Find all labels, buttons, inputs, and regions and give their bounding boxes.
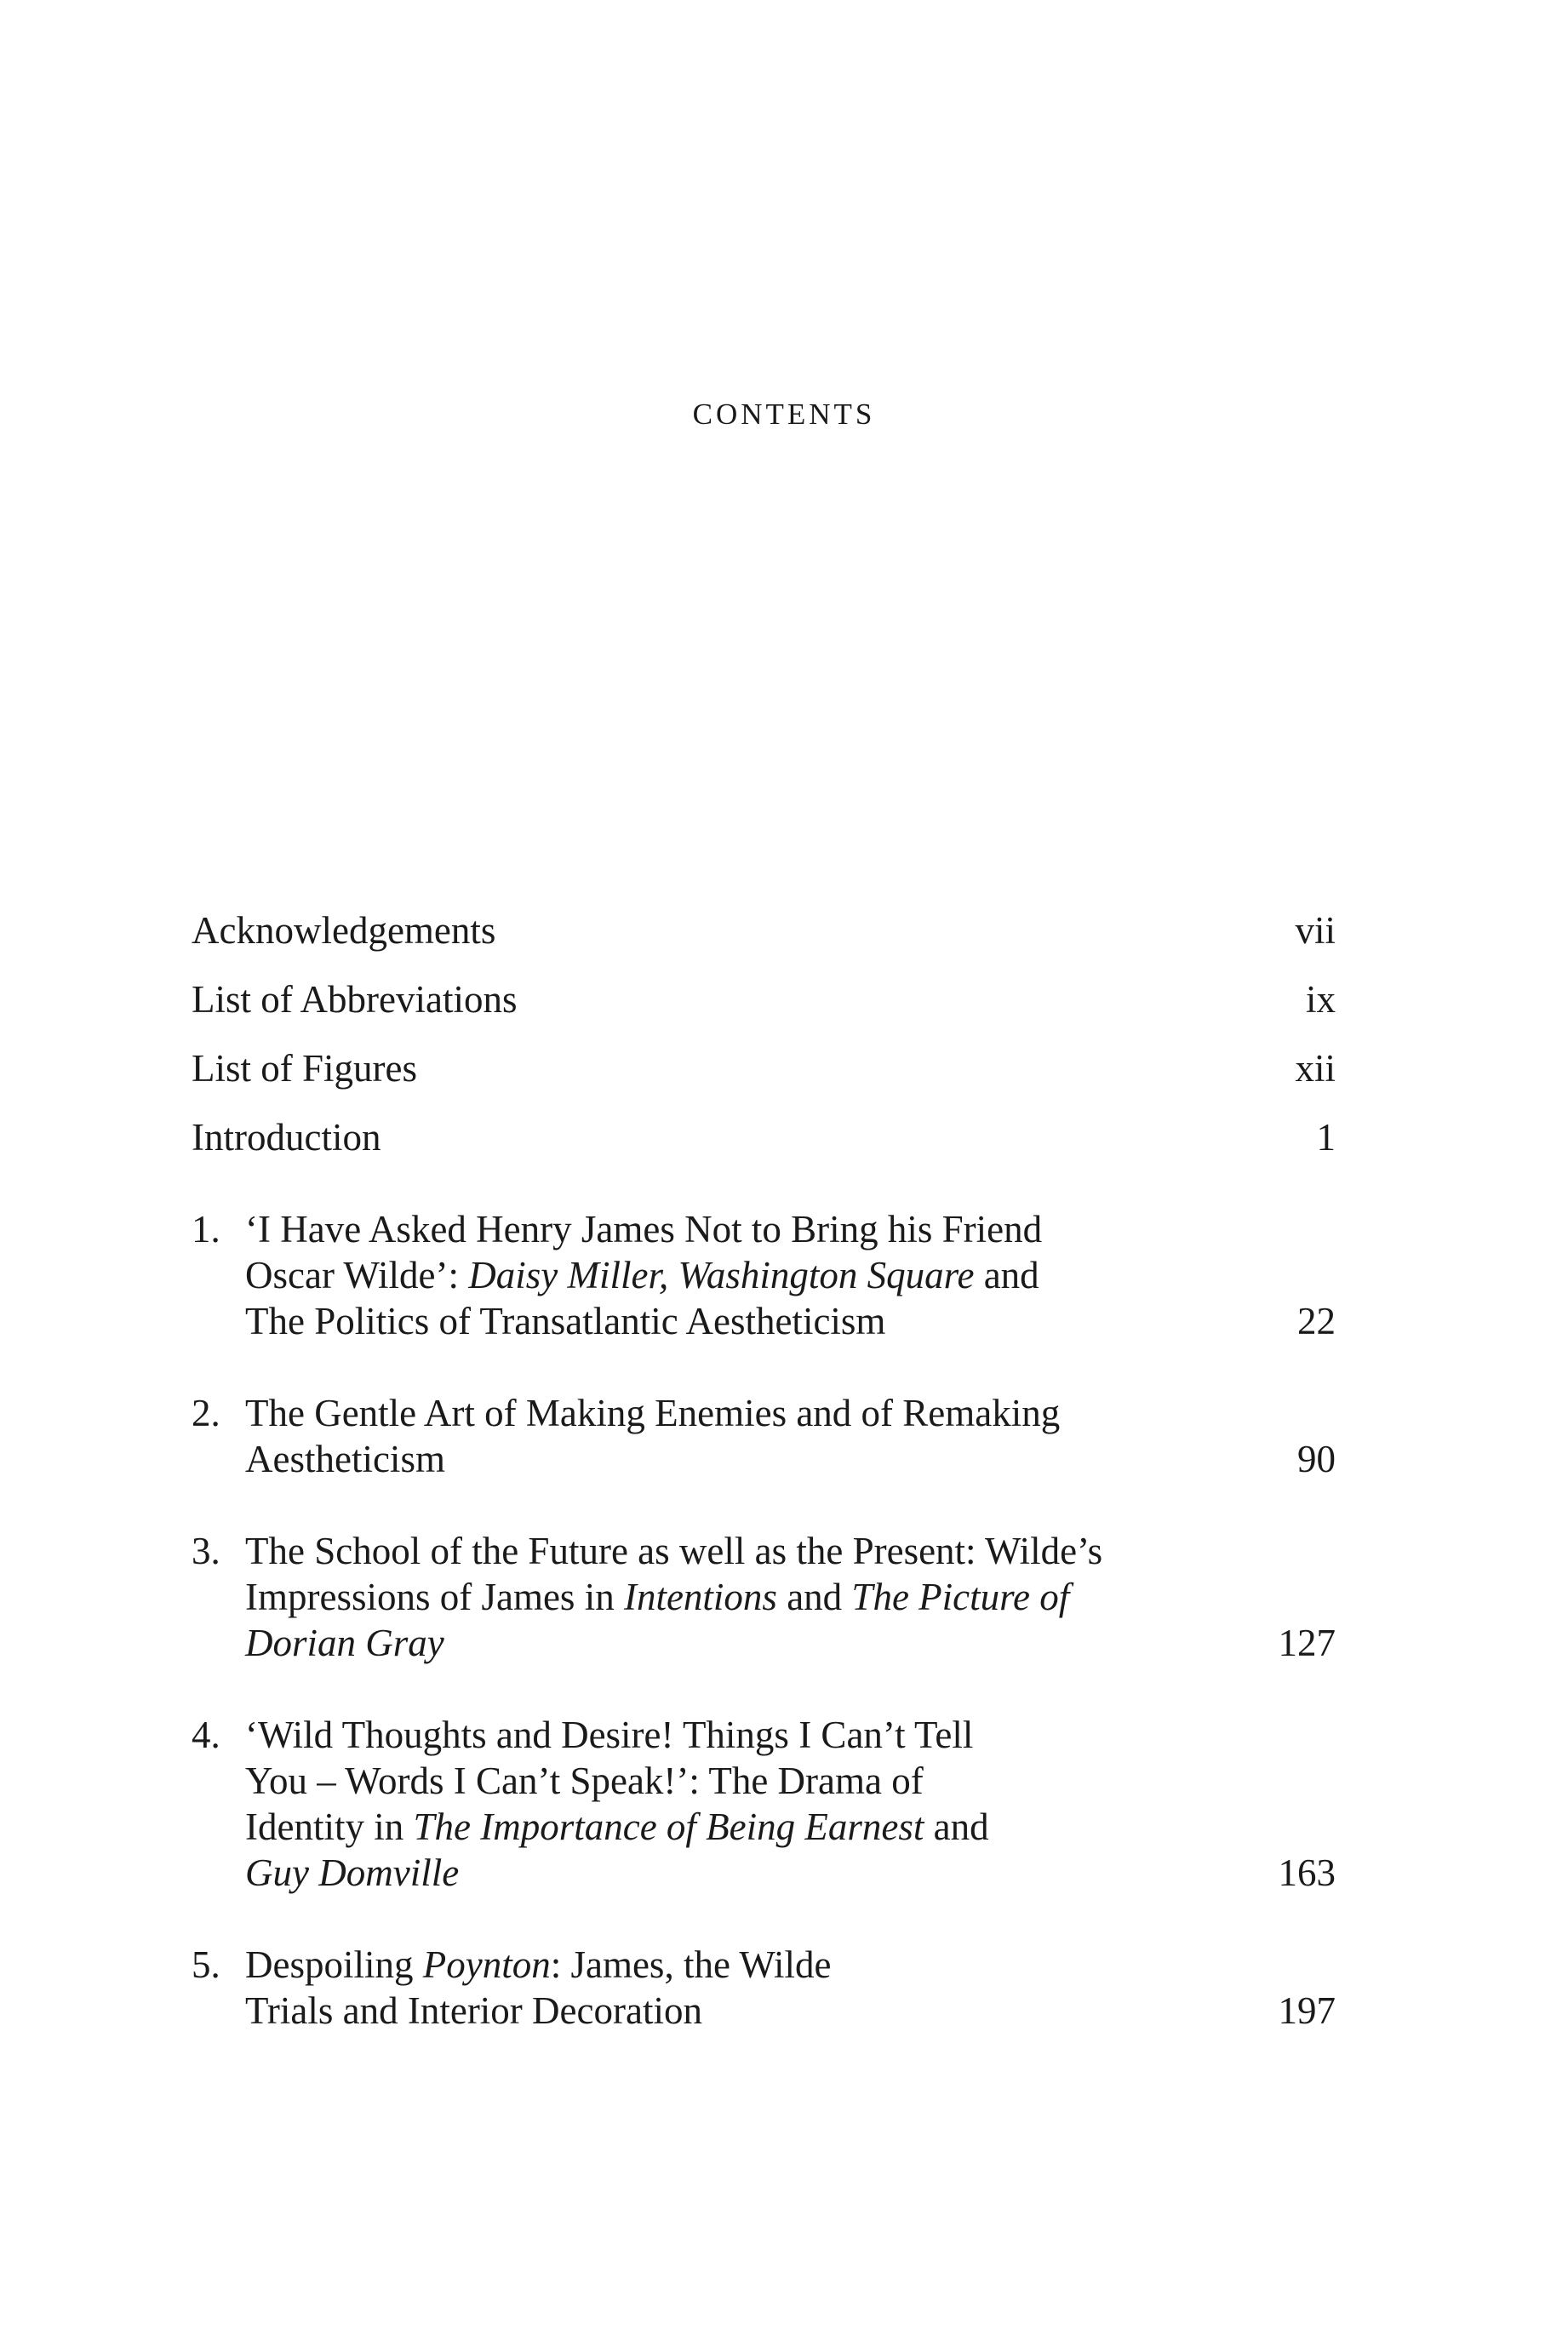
italic-title-text: The Importance of Being Earnest: [413, 1805, 924, 1848]
toc-entry-acknowledgements[interactable]: [192, 907, 1336, 953]
chapter-title-line: [245, 1298, 1207, 1344]
toc-entry-page: xii: [1295, 1047, 1336, 1090]
toc-entry-title: Introduction: [192, 1116, 381, 1159]
toc-entry-abbreviations[interactable]: [192, 976, 1336, 1022]
toc-chapter-3[interactable]: [192, 1528, 1336, 1666]
chapter-page: 127: [1278, 1622, 1336, 1664]
title-text: Trials and Interior Decoration: [245, 1989, 702, 2032]
chapter-title-line: [245, 1528, 1207, 1574]
chapter-heading: [192, 1390, 1207, 1482]
italic-title-text: Dorian Gray: [245, 1622, 444, 1664]
chapter-number: 3.: [192, 1530, 220, 1572]
chapter-page: 197: [1278, 1989, 1336, 2032]
chapter-page: 90: [1297, 1438, 1336, 1480]
toc-entry-introduction[interactable]: [192, 1114, 1336, 1160]
chapter-title: [245, 1528, 1207, 1666]
title-text: Despoiling: [245, 1943, 423, 1986]
chapter-page: 22: [1297, 1300, 1336, 1342]
chapter-number: 5.: [192, 1943, 220, 1986]
toc-chapter-2[interactable]: [192, 1390, 1336, 1482]
title-text: ‘I Have Asked Henry James Not to Bring his Friend: [245, 1208, 1043, 1250]
chapter-title-line: [245, 1252, 1207, 1298]
chapter-title-line: [245, 1712, 1207, 1758]
title-text: and: [924, 1805, 989, 1848]
chapter-heading: [192, 1528, 1207, 1666]
title-text: Identity in: [245, 1805, 414, 1848]
toc-chapter-1[interactable]: [192, 1206, 1336, 1344]
italic-title-text: Poynton: [422, 1943, 551, 1986]
italic-title-text: Intentions: [623, 1576, 777, 1618]
chapter-title: [245, 1206, 1207, 1344]
italic-title-text: Guy Domville: [245, 1851, 460, 1894]
toc-chapter-5[interactable]: [192, 1942, 1336, 2034]
chapter-title-line: [245, 1574, 1207, 1620]
title-text: : James, the Wilde: [550, 1943, 832, 1986]
chapter-title-line: [245, 1758, 1207, 1804]
chapter-heading: [192, 1712, 1207, 1896]
chapter-number: 2.: [192, 1392, 220, 1434]
title-text: Aestheticism: [245, 1438, 445, 1480]
title-text: and: [974, 1254, 1039, 1296]
table-of-contents: [192, 907, 1336, 2034]
toc-entry-page: ix: [1305, 978, 1336, 1021]
toc-entry-figures[interactable]: [192, 1045, 1336, 1091]
chapter-title-line: [245, 1436, 1207, 1482]
chapter-title: [245, 1390, 1207, 1482]
toc-entry-title: List of Abbreviations: [192, 978, 518, 1021]
toc-chapter-4[interactable]: [192, 1712, 1336, 1896]
title-text: The Politics of Transatlantic Aestheticism: [245, 1300, 886, 1342]
chapter-page: 163: [1278, 1851, 1336, 1894]
title-text: The Gentle Art of Making Enemies and of Remaking: [245, 1392, 1061, 1434]
chapter-title-line: [245, 1804, 1207, 1850]
chapter-heading: [192, 1942, 1207, 2034]
toc-entry-page: vii: [1295, 909, 1336, 952]
title-text: You – Words I Can’t Speak!’: The Drama of: [245, 1760, 924, 1802]
chapter-title: [245, 1942, 1207, 2034]
chapter-heading: [192, 1206, 1207, 1344]
toc-entry-page: 1: [1316, 1116, 1336, 1159]
title-text: The School of the Future as well as the Present: Wilde’s: [245, 1530, 1103, 1572]
chapter-title-line: [245, 1206, 1207, 1252]
title-text: and: [776, 1576, 852, 1618]
title-text: ‘Wild Thoughts and Desire! Things I Can’t Tell: [245, 1714, 974, 1756]
page-title: contents: [692, 386, 876, 433]
toc-entry-title: Acknowledgements: [192, 909, 496, 952]
chapter-title-line: [245, 1390, 1207, 1436]
chapter-number: 4.: [192, 1714, 220, 1756]
title-text: Oscar Wilde’:: [245, 1254, 469, 1296]
chapter-title-line: [245, 1620, 1207, 1666]
chapter-title-line: [245, 1988, 1207, 2034]
title-text: Impressions of James in: [245, 1576, 624, 1618]
chapter-title-line: [245, 1850, 1207, 1896]
chapter-title: [245, 1712, 1207, 1896]
chapter-list: [192, 1206, 1336, 2034]
chapter-title-line: [245, 1942, 1207, 1988]
chapter-number: 1.: [192, 1208, 220, 1250]
toc-entry-title: List of Figures: [192, 1047, 417, 1090]
italic-title-text: Daisy Miller, Washington Square: [468, 1254, 975, 1296]
italic-title-text: The Picture of: [851, 1576, 1070, 1618]
